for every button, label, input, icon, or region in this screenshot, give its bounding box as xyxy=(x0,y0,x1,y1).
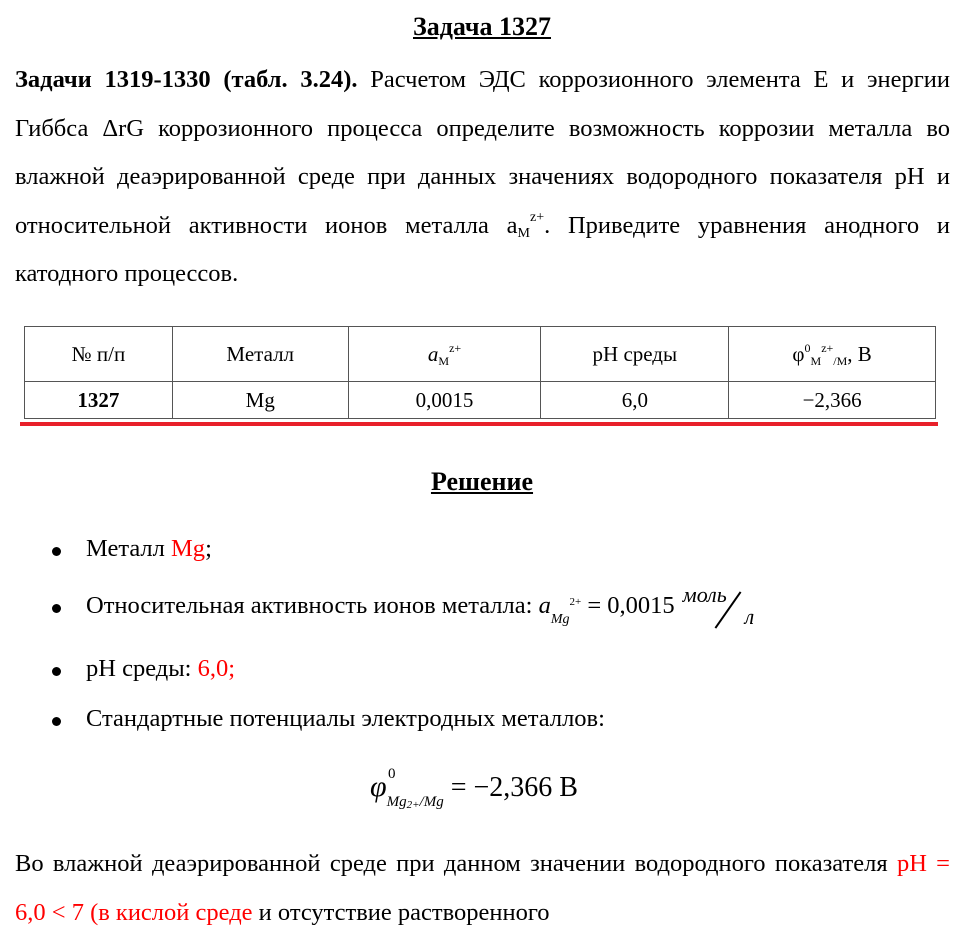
bullet-metal-value: Mg xyxy=(171,535,206,562)
header-potential-tail: /M xyxy=(833,353,848,368)
header-potential-sup: z+ xyxy=(821,340,834,355)
activity-symbol: a xyxy=(538,592,551,619)
bullet-std-text: Стандартные потенциалы электродных металлов: xyxy=(86,705,605,732)
header-metal: Металл xyxy=(172,327,348,382)
activity-sup: 2+ xyxy=(569,596,582,608)
bullet-ph-value: 6,0; xyxy=(197,655,236,682)
unit-numerator: моль xyxy=(682,582,727,607)
activity-sub: Mg xyxy=(550,612,570,627)
std-value: = −2,366 В xyxy=(443,772,578,803)
problem-sub-m: M xyxy=(517,225,530,241)
table-header-row xyxy=(25,327,936,382)
bullet-ph-label: pH среды: xyxy=(86,655,198,682)
problem-sup-z: z+ xyxy=(529,209,545,225)
table-row xyxy=(25,382,936,419)
std-sub-tail: /Mg xyxy=(419,794,444,810)
bullet-dot xyxy=(52,667,61,676)
problem-text-1: Расчетом ЭДС коррозионного элемента Е и энергии Гиббса ΔrG коррозионного процесса определите возможность коррозии металла во влажной деаэрированной среде при данных значениях водородного показателя pH и относительной активности ионов металла a xyxy=(15,66,950,239)
bullet-metal-end: ; xyxy=(205,535,212,562)
std-sub-charge: 2+ xyxy=(406,799,420,811)
page-title: Задача 1327 xyxy=(413,12,551,41)
std-sub-mg: Mg xyxy=(386,794,407,810)
bullet-metal-text xyxy=(86,535,212,563)
cell-metal: Mg xyxy=(172,382,348,419)
para-text-1: Во влажной деаэрированной среде при данном значении водородного показателя xyxy=(15,850,897,877)
para-red-text: pH = 6,0 < 7 (в кислой среде xyxy=(15,850,950,926)
header-activity-sub: M xyxy=(438,353,450,368)
bullet-metal-label: Металл xyxy=(86,535,172,562)
problem-lead: Задачи 1319-1330 (табл. 3.24). xyxy=(15,66,358,93)
bullet-activity-label: Относительная активность ионов металла: xyxy=(86,592,539,619)
std-sup0: 0 xyxy=(388,766,396,782)
data-table xyxy=(24,326,936,419)
header-ph: pH среды xyxy=(541,327,729,382)
cell-activity: 0,0015 xyxy=(348,382,541,419)
std-sub xyxy=(387,794,444,810)
bullet-dot xyxy=(52,547,61,556)
std-phi: φ xyxy=(370,770,387,803)
header-potential xyxy=(729,327,936,382)
problem-statement xyxy=(15,56,950,299)
problem-text-2: . Приведите уравнения анодного и катодного процессов. xyxy=(15,211,950,287)
header-activity-a: a xyxy=(427,341,439,366)
unit-denominator: л xyxy=(744,604,755,629)
cell-potential: −2,366 xyxy=(729,382,936,419)
std-potential-equation xyxy=(370,766,578,811)
header-potential-phi: φ xyxy=(792,341,805,366)
solution-paragraph xyxy=(15,840,950,937)
table-bottom-red-line xyxy=(20,422,938,426)
header-potential-unit: , В xyxy=(847,341,872,366)
header-number: № п/п xyxy=(25,327,173,382)
bullet-activity-text xyxy=(86,582,769,632)
cell-ph: 6,0 xyxy=(541,382,729,419)
bullet-ph-text xyxy=(86,655,235,683)
cell-number: 1327 xyxy=(25,382,173,419)
solution-title: Решение xyxy=(430,467,534,496)
header-activity-sup: z+ xyxy=(449,340,462,355)
activity-unit xyxy=(682,582,769,632)
header-potential-sub: M xyxy=(810,353,822,368)
activity-value: = 0,0015 xyxy=(581,592,675,619)
header-activity xyxy=(348,327,541,382)
para-text-2: и отсутствие растворенного xyxy=(252,898,550,926)
header-potential-sup0: 0 xyxy=(804,340,811,355)
bullet-dot xyxy=(52,717,61,726)
bullet-dot xyxy=(52,604,61,613)
